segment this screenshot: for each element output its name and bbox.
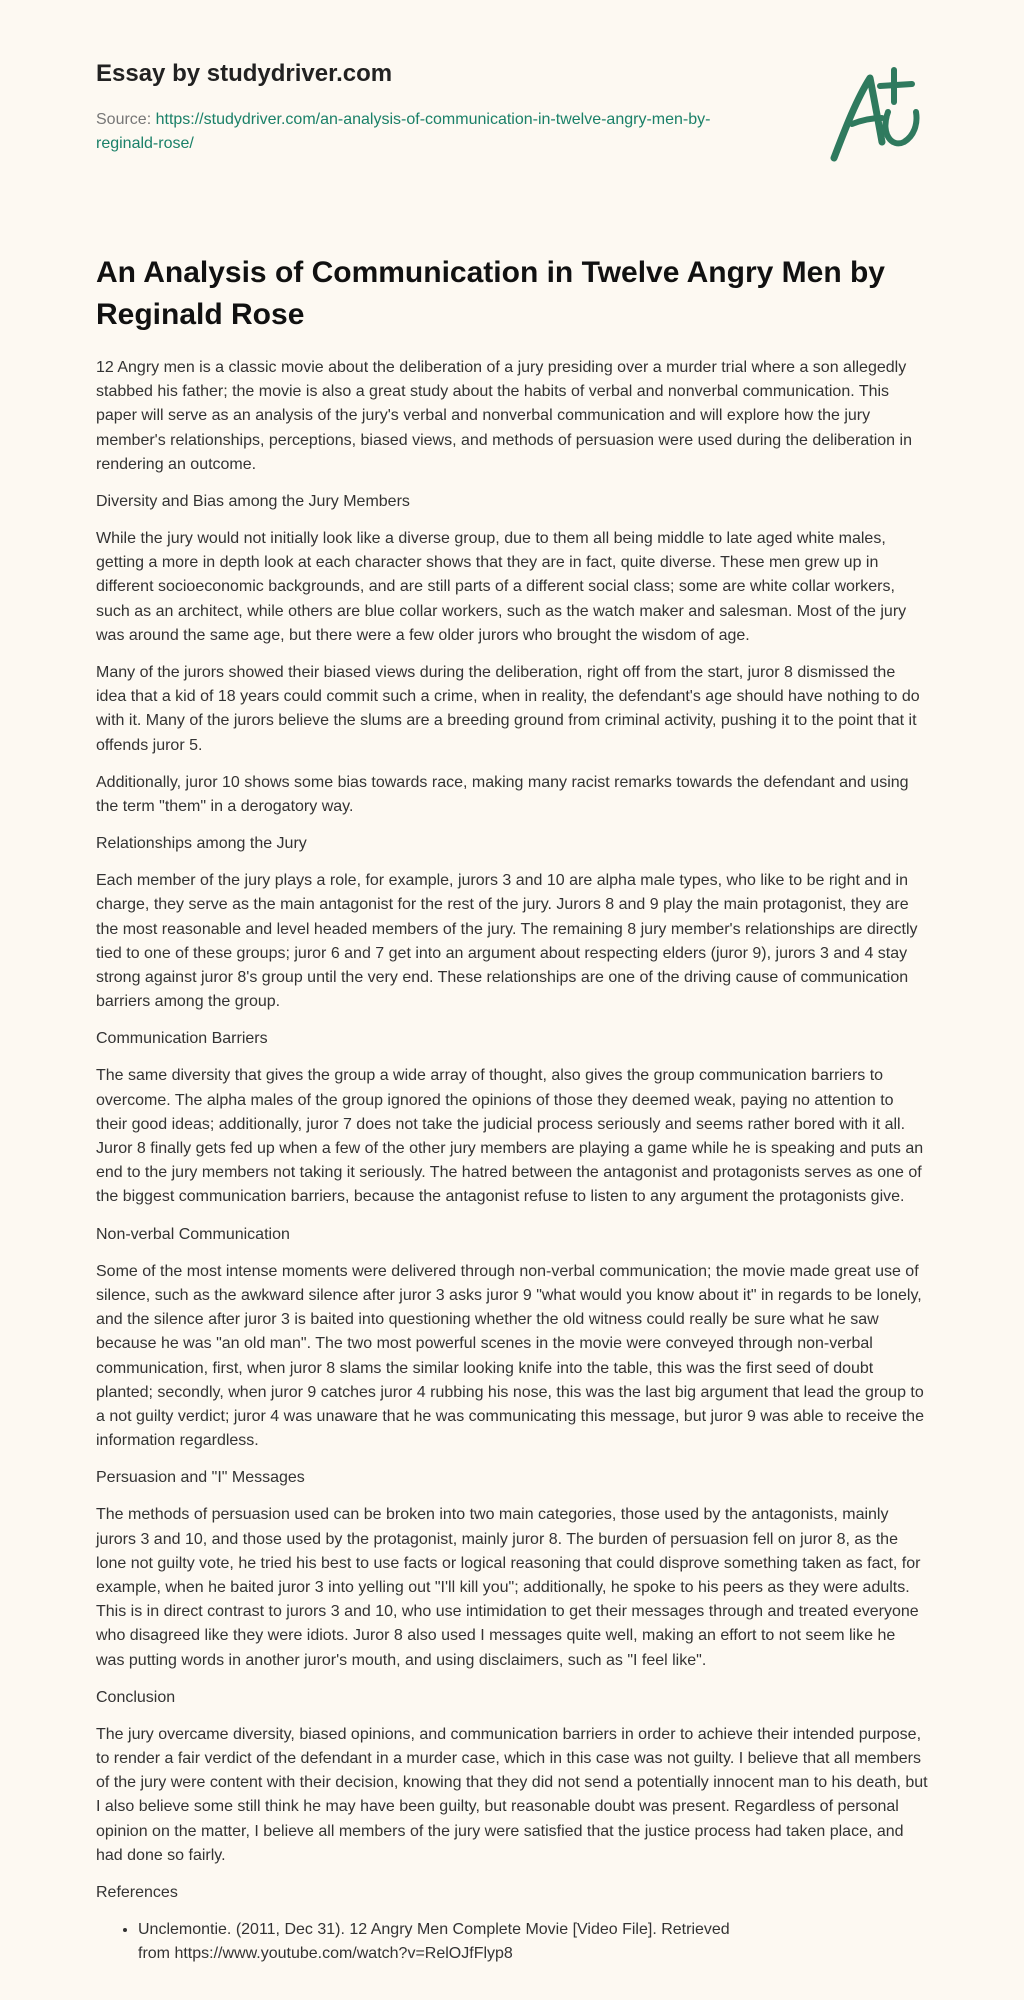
section-heading-diversity: Diversity and Bias among the Jury Members [96,493,410,511]
references-list [96,1918,928,1966]
section-paragraph: The methods of persuasion used can be broken into two main categories, those used by the antagonists, mainly jurors 3 and 10, and those used by the protagonist, mainly juror 8. The burden of persuasion fell on juror 8, as the lone not guilty vote, he tried his best to use facts or logical reasoning that could disprove something taken as fact, for example, when he baited juror 3 into yelling out "I'll kill you"; additionally, he spoke to his peers as they were adults. This is in direct contrast to jurors 3 and 10, who use intimidation to get their messages through and treated everyone who disagreed like they were idiots. Juror 8 also used I messages quite well, making an effort to not seem like he was putting words in another juror's mouth, and using disclaimers, such as "I feel like". [96,1506,921,1669]
essay-article [96,252,928,1966]
source-line [96,108,736,156]
intro-paragraph: 12 Angry men is a classic movie about the deliberation of a jury presiding over a murder trial where a son allegedly stabbed his father; the movie is also a great study about the habits of verbal and nonverbal communication. This paper will serve as an analysis of the jury's verbal and nonverbal communication and will explore how the jury member's relationships, perceptions, biased views, and methods of persuasion were used during the deliberation in rendering an outcome. [96,359,912,473]
site-title: Essay by studydriver.com [96,60,393,87]
section-paragraph: Each member of the jury plays a role, for example, jurors 3 and 10 are alpha male types, who like to be right and in charge, they serve as the main antagonist for the rest of the jury. Jurors 8 and 9 play the main protagonist, they are the most reasonable and level headed members of the jury. The remaining 8 jury member's relationships are directly tied to one of these groups; juror 6 and 7 get into an argument about respecting elders (juror 9), jurors 3 and 4 stay strong against juror 8's group until the very end. These relationships are one of the driving cause of communication barriers among the group. [96,872,918,1011]
section-paragraph: The same diversity that gives the group a wide array of thought, also gives the group communication barriers to overcome. The alpha males of the group ignored the opinions of those they deemed weak, paying no attention to their good ideas; additionally, juror 7 does not take the judicial process seriously and seems rather bored with it all. Juror 8 finally gets fed up when a few of the other jury members are playing a game while he is speaking and puts an end to the jury members not taking it seriously. The hatred between the antagonist and protagonists serves as one of the biggest communication barriers, because the antagonist refuse to listen to any argument the protagonists give. [96,1067,924,1206]
section-heading-persuasion: Persuasion and "I" Messages [96,1469,305,1487]
section-paragraph: While the jury would not initially look like a diverse group, due to them all being middle to late aged white males, getting a more in depth look at each character shows that they are in fact, quite diverse. These men grew up in different socioeconomic backgrounds, and are still parts of a different social class; some are white collar workers, such as an architect, while others are blue collar workers, such as the watch maker and salesman. Most of the jury was around the same age, but there were a few older jurors who brought the wisdom of age. [96,530,907,644]
section-paragraph: Additionally, juror 10 shows some bias towards race, making many racist remarks towards the defendant and using the term "them" in a derogatory way. [96,773,909,816]
source-label: Source: [96,111,152,128]
section-heading-conclusion: Conclusion [96,1688,176,1706]
source-link[interactable]: https://studydriver.com/an-analysis-of-communication-in-twelve-angry-men-by-reginald-rose/ [96,111,711,152]
logo-plus-horizontal [880,84,912,86]
logo-swoosh [885,112,916,143]
section-paragraph: Many of the jurors showed their biased views during the deliberation, right off from the start, juror 8 dismissed the idea that a kid of 18 years could commit such a crime, when in reality, the defendant's age should have nothing to do with it. Many of the jurors believe the slums are a breeding ground from criminal activity, pushing it to the point that it offends juror 5. [96,664,920,754]
section-heading-barriers: Communication Barriers [96,1030,268,1048]
essay-title: An Analysis of Communication in Twelve Angry Men by Reginald Rose [96,256,885,331]
reference-item: • Unclemontie. (2011, Dec 31). 12 Angry Men Complete Movie [Video File]. Retrieved from https://www.youtube.com/watch?v=RelOJfFlyp8 [138,1918,738,1966]
references-heading: References [96,1883,178,1901]
a-plus-grade-icon [820,62,930,172]
section-paragraph: The jury overcame diversity, biased opinions, and communication barriers in order to achieve their intended purpose, to render a fair verdict of the defendant in a murder case, which in this case was not guilty. I believe that all members of the jury were content with their decision, knowing that they did not send a potentially innocent man to his death, but I also believe some still think he may have been guilty, but reasonable doubt was present. Regardless of personal opinion on the matter, I believe all members of the jury were satisfied that the justice process had taken place, and had done so fairly. [96,1725,928,1864]
section-heading-nonverbal: Non-verbal Communication [96,1225,290,1243]
section-heading-relationships: Relationships among the Jury [96,835,307,853]
section-paragraph: Some of the most intense moments were delivered through non-verbal communication; the movie made great use of silence, such as the awkward silence after juror 3 asks juror 9 "what would you know about it" in regards to be lonely, and the silence after juror 3 is baited into questioning whether the old witness could really be sure what he saw because he was "an old man". The two most powerful scenes in the movie were conveyed through non-verbal communication, first, when juror 8 slams the similar looking knife into the table, this was the first seed of doubt planted; secondly, when juror 9 catches juror 4 rubbing his nose, this was the last big argument that lead the group to a not guilty verdict; juror 4 was unaware that he was communicating this message, but juror 9 was able to receive the information regardless. [96,1262,924,1450]
